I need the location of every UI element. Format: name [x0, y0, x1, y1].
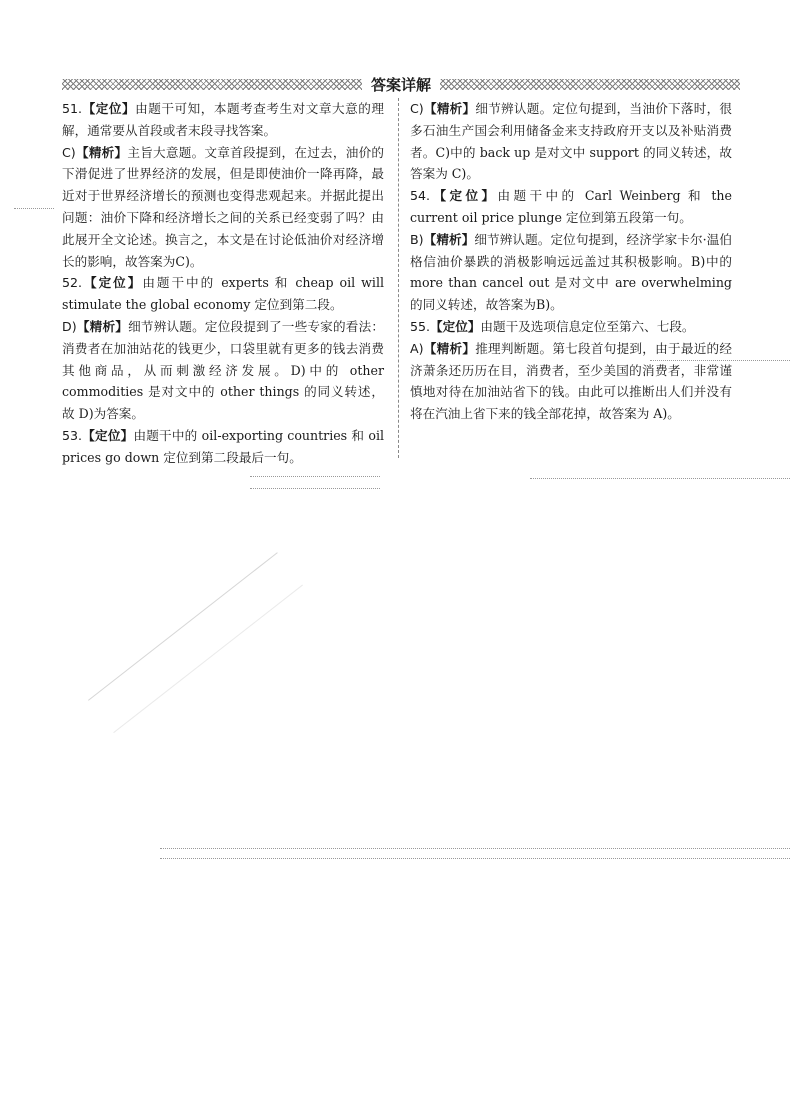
item-tag: 【定位】 [430, 188, 498, 204]
item-text: 推理判断题。第七段首句提到，由于最近的经济萧条还历历在目，消费者，至少美国的消费者，非常谨慎地对待在加油站省下的钱。由此可以推断出人们并没有将在汽油上省下来的钱全部花掉，故答案为 A)。 [410, 340, 733, 422]
left-column [62, 98, 384, 469]
item-text: 由题干及选项信息定位至第六、七段。 [480, 318, 695, 334]
section-title: 答案详解 [370, 76, 431, 94]
answer-item [410, 316, 732, 338]
item-tag: 【定位】 [82, 275, 143, 291]
answer-item [410, 185, 732, 229]
item-number: 51. [62, 101, 83, 116]
answer-item [62, 316, 384, 425]
item-tag: 【精析】 [423, 231, 475, 247]
answer-item [62, 98, 384, 142]
dotted-line [650, 360, 790, 361]
item-tag: 【精析】 [75, 144, 128, 160]
item-number: C) [62, 144, 76, 160]
header-decoration-left [62, 79, 362, 90]
item-text: 细节辨认题。定位句提到，经济学家卡尔·温伯格信油价暴跌的消极影响远远盖过其积极影响。B)中的 more than cancel out 是对文中 are overwhelming 的同义转述，故答案为B)。 [410, 231, 732, 313]
dotted-line [14, 208, 54, 209]
answer-item [410, 98, 732, 185]
answer-item [410, 229, 732, 316]
item-text: 由题干中的 Carl Weinberg 和 the current oil price plunge 定位到第五段第一句。 [410, 188, 732, 225]
item-number: 55. [410, 318, 431, 334]
item-tag: 【定位】 [430, 318, 481, 334]
item-number: A) [410, 340, 424, 356]
item-tag: 【精析】 [423, 101, 476, 116]
answer-item [410, 338, 732, 425]
dotted-line [160, 848, 790, 849]
right-column [410, 98, 732, 425]
answer-item [62, 272, 384, 316]
item-number: C) [410, 101, 424, 116]
item-tag: 【定位】 [82, 427, 134, 443]
item-number: D) [62, 318, 77, 334]
dotted-line [250, 476, 380, 477]
item-number: 54. [410, 188, 431, 204]
item-number: B) [410, 231, 424, 247]
faint-stamp-mark [88, 552, 303, 733]
answer-item [62, 425, 384, 469]
column-divider [398, 98, 399, 458]
dotted-line [530, 478, 790, 479]
header-decoration-right [440, 79, 740, 90]
item-tag: 【精析】 [76, 318, 129, 334]
item-tag: 【定位】 [82, 101, 136, 116]
item-text: 细节辨认题。定位句提到，当油价下落时，很多石油生产国会利用储备金来支持政府开支以及补贴消费者。C)中的 back up 是对文中 support 的同义转述，故答案为 C)。 [410, 101, 733, 182]
item-text: 由题干可知，本题考查考生对文章大意的理解，通常要从首段或者末段寻找答案。 [62, 101, 385, 138]
answer-item [62, 142, 384, 273]
item-text: 由题干中的 oil-exporting countries 和 oil prices go down 定位到第二段最后一句。 [62, 427, 385, 465]
item-tag: 【精析】 [423, 340, 476, 356]
item-text: 细节辨认题。定位段提到了一些专家的看法：消费者在加油站花的钱更少，口袋里就有更多的钱去消费其他商品，从而刺激经济发展。D)中的 other commodities 是对文中的 other things 的同义转述，故 D)为答案。 [62, 318, 385, 422]
item-text: 由题干中的 experts 和 cheap oil will stimulate the global economy 定位到第二段。 [62, 275, 385, 313]
answer-section-header [62, 74, 740, 96]
dotted-line [250, 488, 380, 489]
item-text: 主旨大意题。文章首段提到，在过去，油价的下滑促进了世界经济的发展，但是即使油价一降再降，最近对于世界经济增长的预测也变得悲观起来。并据此提出问题：油价下降和经济增长之间的关系已经变弱了吗？由此展开全文论述。换言之，本文是在讨论低油价对经济增长的影响，故答案为C)。 [62, 144, 385, 269]
item-number: 52. [62, 275, 83, 291]
dotted-line [160, 858, 790, 859]
item-number: 53. [62, 427, 83, 443]
